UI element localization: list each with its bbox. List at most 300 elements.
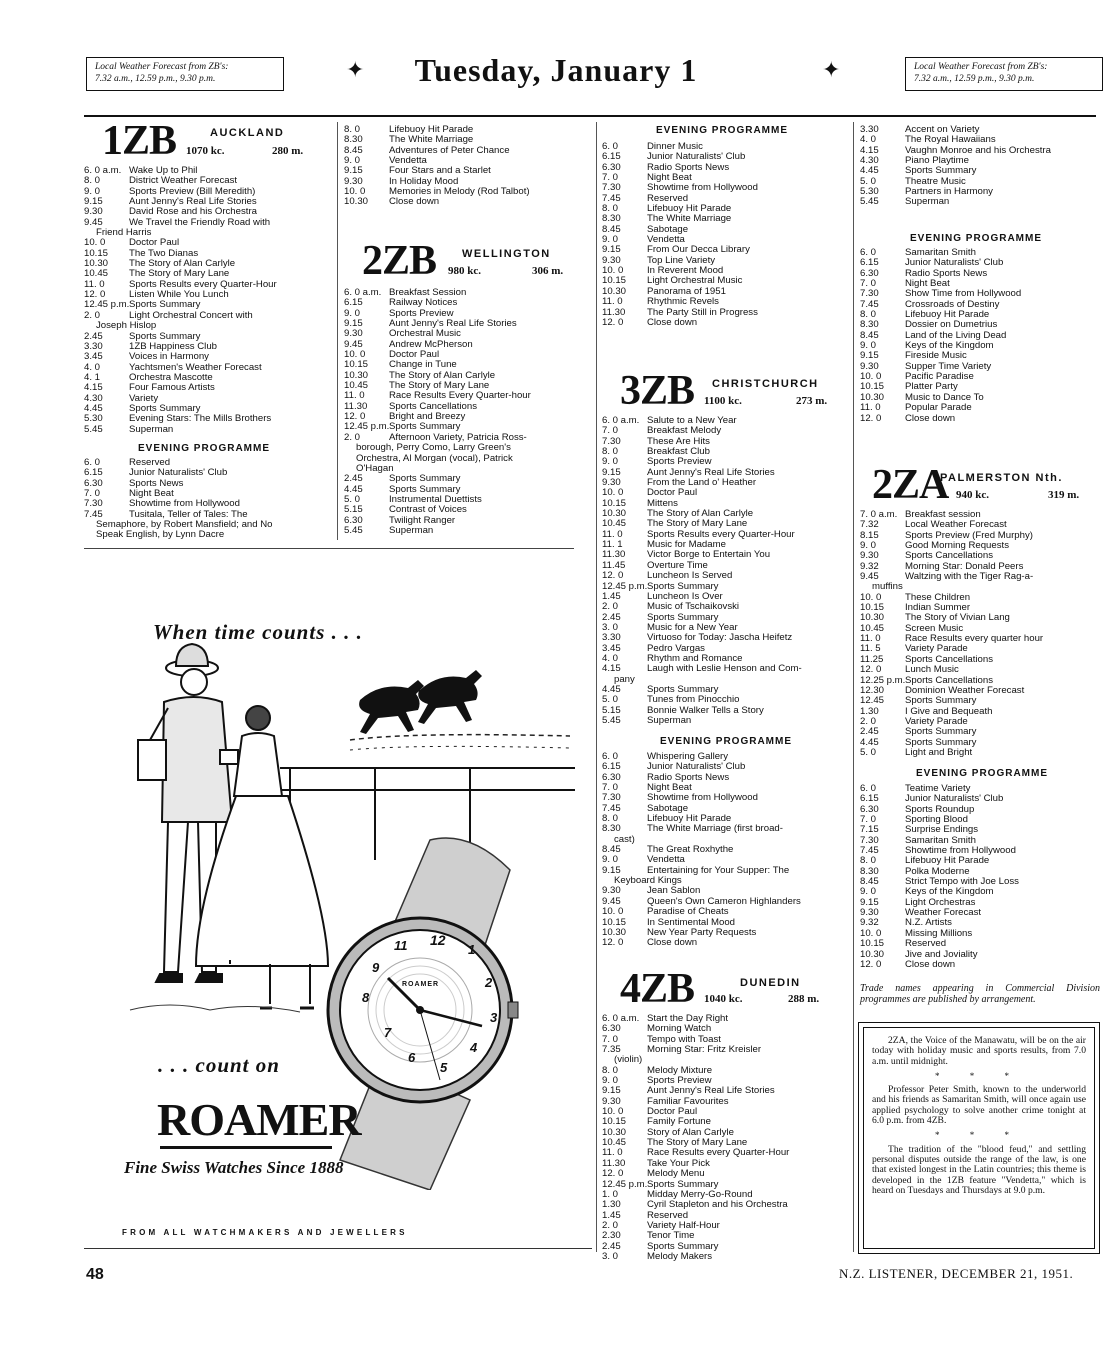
programme-time: 3.30 [84, 340, 103, 352]
programme-time: 9.30 [602, 1095, 621, 1107]
schedule-2zb-evening [602, 142, 850, 328]
ad-tagline: Fine Swiss Watches Since 1888 [124, 1158, 344, 1177]
programme-time: 12.45 [860, 695, 885, 707]
programme-title: Variety Parade [905, 643, 968, 655]
programme-title: Lifebuoy Hit Parade [905, 309, 990, 321]
programme-time: 6. 0 [860, 247, 877, 258]
programme-title: Waltzing with the Tiger Rag-a- [905, 571, 1034, 583]
programme-title: Railway Notices [389, 297, 458, 309]
programme-title: Close down [905, 958, 956, 970]
programme-title: Luncheon Is Over [647, 590, 723, 602]
programme-time: 10.30 [860, 391, 885, 403]
programme-title: Tempo with Toast [647, 1033, 721, 1045]
programme-row [860, 166, 1100, 176]
trade-names-note: Trade names appearing in Commercial Division programmes are published by arrangement. [860, 983, 1100, 1005]
programme-row [602, 318, 850, 328]
programme-time: 5.45 [602, 714, 621, 726]
station-call-sign: 4ZB [620, 966, 695, 1012]
programme-row [860, 825, 1100, 835]
programme-title: Dominion Weather Forecast [905, 684, 1025, 696]
programme-row [602, 773, 850, 783]
programme-time: 8. 0 [602, 446, 619, 458]
programme-title: Doctor Paul [129, 237, 180, 249]
programme-row [602, 287, 850, 297]
programme-title: Superman [647, 714, 692, 726]
programme-title: cast) [614, 833, 635, 845]
programme-row [602, 225, 850, 235]
programme-title: Night Beat [647, 782, 692, 794]
programme-time: 2.45 [344, 473, 363, 485]
programme-title: The Story of Mary Lane [129, 268, 230, 280]
programme-time: 11. 0 [84, 278, 105, 290]
programme-time: 9.45 [860, 571, 879, 583]
programme-title: Screen Music [905, 622, 964, 634]
programme-time: 5. 0 [344, 493, 361, 505]
programme-time: 10.15 [344, 359, 369, 371]
programme-title: These Children [905, 591, 971, 603]
programme-title: Tenor Time [647, 1230, 695, 1242]
programme-title: Vendetta [389, 155, 427, 167]
programme-row [860, 815, 1100, 825]
station-city: PALMERSTON Nth. [940, 472, 1063, 484]
programme-title: Vaughn Monroe and his Orchestra [905, 144, 1051, 156]
programme-row [860, 393, 1100, 403]
programme-time: 3.45 [602, 642, 621, 654]
brand-underline [160, 1146, 332, 1149]
programme-title: Breakfast Melody [647, 425, 722, 437]
programme-time: 10.45 [602, 518, 627, 530]
programme-time: 8.45 [602, 223, 621, 235]
station-2za-header [872, 464, 1102, 512]
programme-row [602, 824, 850, 834]
programme-title: Sports Summary [647, 683, 719, 695]
programme-title: Entertaining for Your Supper: The [647, 864, 790, 876]
programme-time: 9. 0 [602, 456, 619, 468]
programme-title: Breakfast Club [647, 446, 710, 458]
programme-row [602, 602, 850, 612]
programme-row [602, 437, 850, 447]
programme-title: The Story of Vivian Lang [905, 612, 1010, 624]
programme-row [602, 478, 850, 488]
ornament-left-icon: ✦ [346, 58, 365, 83]
programme-time: 7. 0 [602, 1033, 619, 1045]
station-frequency: 940 kc. [956, 489, 989, 501]
programme-time: 9.15 [860, 350, 879, 362]
programme-title: Radio Sports News [905, 267, 988, 279]
programme-time: 9.45 [602, 895, 621, 907]
programme-title: Victor Borge to Entertain You [647, 549, 771, 561]
programme-row [602, 675, 850, 685]
programme-title: Lifebuoy Hit Parade [647, 813, 732, 825]
programme-title: Dossier on Dumetrius [905, 319, 998, 331]
programme-row [860, 362, 1100, 372]
programme-title: Keys of the Kingdom [905, 886, 994, 898]
dial-brand: ROAMER [402, 981, 440, 988]
programme-time: 4.45 [344, 483, 363, 495]
programme-time: 7. 0 [602, 782, 619, 794]
programme-title: Vendetta [647, 234, 685, 246]
programme-time: 10.15 [860, 602, 885, 614]
evening-heading: EVENING PROGRAMME [138, 443, 271, 454]
programme-title: Superman [389, 524, 434, 536]
programme-row [860, 665, 1100, 675]
programme-title: Reserved [129, 457, 171, 468]
programme-time: 9. 0 [860, 540, 877, 552]
programme-title: Pacific Paradise [905, 371, 974, 383]
programme-row [602, 1066, 850, 1076]
programme-time: 4.45 [860, 165, 879, 177]
programme-time: 7. 0 a.m. [860, 509, 898, 520]
weather-note-left: Local Weather Forecast from ZB's: 7.32 a.m., 12.59 p.m., 9.30 p.m. [86, 57, 284, 91]
programme-row [860, 372, 1100, 382]
programme-title: Radio Sports News [647, 161, 730, 173]
programme-time: 2. 0 [84, 309, 101, 321]
programme-time: 10.15 [84, 247, 109, 259]
programme-time: 9.15 [860, 896, 879, 908]
programme-time: 9. 0 [344, 155, 361, 167]
programme-time: 10.45 [84, 268, 109, 280]
programme-title: The Royal Hawaiians [905, 134, 996, 146]
programme-row [602, 1159, 850, 1169]
programme-time: 10. 0 [602, 265, 624, 277]
programme-row [602, 550, 850, 560]
programme-row [602, 1221, 850, 1231]
programme-time: 9.30 [860, 907, 879, 919]
programme-title: Morning Watch [647, 1023, 712, 1035]
programme-title: The Two Dianas [129, 247, 199, 259]
programme-time: 6.15 [344, 297, 363, 309]
programme-row [602, 928, 850, 938]
programme-title: muffins [872, 581, 903, 593]
programme-title: Sports Summary [905, 726, 977, 738]
programme-time: 12. 0 [84, 289, 106, 301]
programme-time: 5.45 [344, 524, 363, 536]
programme-title: The White Marriage [389, 134, 474, 146]
programme-time: 1. 0 [602, 1188, 619, 1200]
programme-time: 4. 1 [84, 371, 101, 383]
programme-title: Aunt Jenny's Real Life Stories [129, 196, 257, 208]
programme-title: N.Z. Artists [905, 917, 952, 929]
programme-title: Sports Summary [905, 165, 977, 177]
programme-time: 12. 0 [602, 937, 624, 949]
programme-time: 3.30 [602, 632, 621, 644]
programme-row [602, 1014, 850, 1024]
programme-title: Four Famous Artists [129, 382, 215, 394]
station-call-sign: 1ZB [102, 118, 177, 164]
programme-title: Sports Summary [647, 580, 719, 592]
programme-title: The White Marriage [647, 213, 732, 225]
programme-time: 4. 0 [602, 652, 619, 664]
programme-time: 4.15 [602, 663, 621, 675]
programme-time: 2.45 [860, 726, 879, 738]
programme-row [860, 929, 1100, 939]
programme-title: 1ZB Happiness Club [129, 340, 217, 352]
programme-title: Semaphore, by Robert Mansfield; and No [96, 519, 273, 531]
programme-row [344, 402, 592, 412]
programme-time: 6. 0 a.m. [602, 1013, 640, 1024]
programme-time: 7.30 [84, 498, 103, 510]
ad-count-on: . . . count on [158, 1053, 280, 1077]
programme-title: The Story of Alan Carlyle [647, 508, 754, 520]
programme-title: Night Beat [905, 278, 950, 290]
programme-row [84, 414, 334, 424]
programme-time: 7.45 [860, 298, 879, 310]
schedule-4zb-evening [860, 248, 1100, 424]
programme-title: Land of the Living Dead [905, 329, 1007, 341]
programme-title: Aunt Jenny's Real Life Stories [647, 1085, 775, 1097]
programme-time: 7.30 [860, 288, 879, 300]
programme-time: 7.30 [602, 182, 621, 194]
programme-title: The Great Roxhythe [647, 844, 734, 856]
programme-time: 11. 0 [602, 296, 623, 308]
programme-title: Contrast of Voices [389, 504, 467, 516]
station-4zb-header [620, 968, 850, 1016]
programme-title: In Reverent Mood [647, 265, 724, 277]
programme-row [344, 495, 592, 505]
programme-title: Start the Day Right [647, 1013, 729, 1024]
programme-row [602, 163, 850, 173]
programme-time: 12. 0 [602, 1168, 624, 1180]
programme-title: Sabotage [647, 802, 689, 814]
programme-time: 1.45 [602, 1209, 621, 1221]
programme-row [602, 1242, 850, 1252]
programme-title: Four Stars and a Starlet [389, 165, 491, 177]
programme-title: Fireside Music [905, 350, 967, 362]
programme-time: 10.30 [602, 508, 627, 520]
column-rule [853, 122, 854, 1252]
programme-time: 11.45 [602, 559, 626, 571]
station-frequency: 1070 kc. [186, 145, 225, 157]
programme-time: 7. 0 [860, 814, 877, 826]
programme-time: 11. 0 [860, 633, 881, 645]
programme-row [602, 1107, 850, 1117]
programme-title: Variety Half-Hour [647, 1219, 720, 1231]
section-rule [84, 548, 574, 549]
programme-row [860, 414, 1100, 424]
programme-row [344, 187, 592, 197]
programme-title: Race Results Every Quarter-hour [389, 390, 531, 402]
programme-time: 10. 0 [84, 237, 106, 249]
programme-title: Sports Preview (Bill Meredith) [129, 185, 256, 197]
programme-time: 7.45 [602, 802, 621, 814]
programme-title: Sports Cancellations [905, 653, 993, 665]
note-2za: 2ZA, the Voice of the Manawatu, will be on the air today with holiday music and sports results, from 7.0 a.m. until midnight. [872, 1035, 1086, 1067]
station-wavelength: 306 m. [532, 265, 564, 277]
programme-row [860, 403, 1100, 413]
programme-time: 5. 0 [860, 175, 877, 187]
programme-row [602, 256, 850, 266]
programme-time: 12. 0 [602, 570, 624, 582]
star-separator: * * * [935, 1070, 1023, 1081]
programme-title: The White Marriage (first broad- [647, 823, 783, 835]
programme-row [84, 228, 334, 238]
programme-time: 10.15 [860, 381, 885, 393]
programme-title: Lunch Music [905, 664, 959, 676]
programme-time: 9.32 [860, 560, 879, 572]
programme-time: 4.30 [860, 155, 879, 167]
programme-title: Sports News [129, 477, 184, 489]
programme-title: Doctor Paul [647, 1106, 698, 1118]
programme-title: Sports Roundup [905, 803, 975, 815]
programme-time: 5.30 [860, 186, 879, 198]
programme-row [860, 686, 1100, 696]
programme-time: 9.30 [84, 206, 103, 218]
programme-title: Laugh with Leslie Henson and Com- [647, 663, 802, 675]
programme-title: Junior Naturalists' Club [905, 793, 1004, 805]
programme-row [602, 245, 850, 255]
programme-title: (violin) [614, 1054, 643, 1066]
programme-title: Theatre Music [905, 175, 966, 187]
programme-time: 6. 0 a.m. [602, 415, 640, 426]
programme-title: Queen's Own Cameron Highlanders [647, 895, 801, 907]
programme-time: 7. 0 [602, 425, 619, 437]
programme-time: 2. 0 [602, 1219, 619, 1231]
programme-row [84, 479, 334, 489]
programme-title: I Give and Bequeath [905, 705, 993, 717]
programme-title: Reserved [647, 1209, 689, 1221]
programme-row [602, 907, 850, 917]
programme-title: The Story of Alan Carlyle [389, 369, 496, 381]
programme-title: Teatime Variety [905, 783, 971, 794]
programme-time: 4.15 [84, 382, 103, 394]
programme-row [602, 582, 850, 592]
programme-time: 12.45 p.m. [344, 421, 390, 433]
programme-row [860, 908, 1100, 918]
programme-time: 9.15 [602, 864, 621, 876]
programme-time: 4.45 [84, 402, 103, 414]
programme-time: 10. 0 [344, 349, 366, 361]
programme-time: 7.35 [602, 1044, 621, 1056]
programme-title: Sports Results every Quarter-Hour [129, 278, 277, 290]
programme-title: Familiar Favourites [647, 1095, 729, 1107]
programme-time: 7.45 [84, 508, 103, 520]
programme-title: borough, Perry Como, Larry Green's [356, 442, 511, 454]
programme-title: Andrew McPherson [389, 338, 473, 350]
programme-title: Sports Results every Quarter-Hour [647, 528, 795, 540]
programme-time: 3.45 [84, 351, 103, 363]
programme-title: These Are Hits [647, 435, 710, 447]
programme-time: 7. 0 [860, 278, 877, 290]
ad-headline: When time counts . . . [153, 620, 363, 644]
programme-row [602, 308, 850, 318]
schedule-2za-evening [860, 784, 1100, 970]
station-city: CHRISTCHURCH [712, 378, 819, 390]
programme-time: 12.45 p.m. [602, 1178, 648, 1190]
programme-row [602, 214, 850, 224]
programme-time: 10.30 [344, 369, 369, 381]
programme-title: Night Beat [647, 172, 692, 184]
programme-time: 10.30 [602, 926, 627, 938]
programme-time: 6. 0 a.m. [84, 165, 122, 176]
programme-time: 1.30 [602, 1199, 621, 1211]
programme-time: 2. 0 [602, 601, 619, 613]
programme-time: 6.30 [84, 477, 103, 489]
programme-title: Music for Madame [647, 539, 726, 551]
programme-title: Junior Naturalists' Club [129, 467, 228, 479]
programme-row [860, 748, 1100, 758]
ad-brand-logo: ROAMER [157, 1094, 361, 1145]
programme-time: 4.45 [602, 683, 621, 695]
programme-time: 5.15 [344, 504, 363, 516]
programme-title: Panorama of 1951 [647, 285, 726, 297]
programme-title: Samaritan Smith [905, 247, 976, 258]
programme-time: 9. 0 [860, 886, 877, 898]
programme-title: Lifebuoy Hit Parade [389, 124, 474, 135]
programme-row [602, 416, 850, 426]
programme-title: The Party Still in Progress [647, 306, 758, 318]
programme-time: 9. 0 [860, 340, 877, 352]
programme-time: 10. 0 [602, 487, 624, 499]
programme-title: Virtuoso for Today: Jascha Heifetz [647, 632, 793, 644]
programme-time: 11.25 [860, 653, 884, 665]
programme-title: Close down [647, 316, 698, 328]
programme-title: Sports Summary [129, 402, 201, 414]
programme-title: Evening Stars: The Mills Brothers [129, 413, 272, 425]
programme-time: 9.32 [860, 917, 879, 929]
programme-time: 6. 0 [84, 457, 101, 468]
programme-row [602, 297, 850, 307]
programme-time: 9. 0 [602, 234, 619, 246]
programme-title: The Story of Alan Carlyle [129, 258, 236, 270]
programme-row [344, 464, 592, 474]
schedule-2zb-day [344, 288, 592, 536]
programme-title: Race Results every Quarter-Hour [647, 1147, 790, 1159]
programme-title: pany [614, 673, 635, 685]
programme-title: New Year Party Requests [647, 926, 757, 938]
programme-row [602, 1097, 850, 1107]
programme-title: Dinner Music [647, 141, 703, 152]
programme-time: 9. 0 [84, 185, 101, 197]
programme-title: Music to Dance To [905, 391, 984, 403]
programme-time: 9.15 [84, 196, 103, 208]
programme-row [84, 321, 334, 331]
ornament-right-icon: ✦ [822, 58, 841, 83]
programme-time: 6.30 [602, 161, 621, 173]
programme-row [602, 876, 850, 886]
programme-row [860, 146, 1100, 156]
programme-time: 6.30 [344, 514, 363, 526]
programme-time: 8. 0 [602, 203, 619, 215]
programme-row [860, 613, 1100, 623]
programme-title: Sports Preview (Fred Murphy) [905, 529, 1033, 541]
programme-title: Melody Makers [647, 1250, 713, 1262]
programme-time: 6.30 [602, 1023, 621, 1035]
evening-heading: EVENING PROGRAMME [656, 125, 789, 136]
programme-title: Showtime from Hollywood [905, 845, 1016, 857]
programme-time: 12. 0 [860, 664, 882, 676]
programme-row [860, 341, 1100, 351]
station-city: AUCKLAND [210, 127, 285, 139]
programme-time: 8. 0 [860, 309, 877, 321]
programme-title: Junior Naturalists' Club [647, 151, 746, 163]
programme-title: O'Hagan [356, 462, 394, 474]
programme-title: Sports Summary [129, 330, 201, 342]
programme-title: Doctor Paul [647, 487, 698, 499]
programme-title: Missing Millions [905, 927, 973, 939]
ad-footer: FROM ALL WATCHMAKERS AND JEWELLERS [122, 1228, 408, 1237]
programme-title: Breakfast Session [389, 287, 467, 298]
programme-title: Family Fortune [647, 1116, 711, 1128]
programme-time: 3.30 [860, 124, 879, 135]
programme-title: Sports Summary [647, 611, 719, 623]
programme-title: Light Orchestral Music [647, 275, 743, 287]
programme-row [860, 187, 1100, 197]
programme-title: Jive and Joviality [905, 948, 978, 960]
programme-title: Morning Star: Donald Peers [905, 560, 1024, 572]
programme-title: Showtime from Hollywood [647, 182, 758, 194]
programme-time: 6.30 [602, 771, 621, 783]
programme-time: 11. 0 [602, 528, 623, 540]
